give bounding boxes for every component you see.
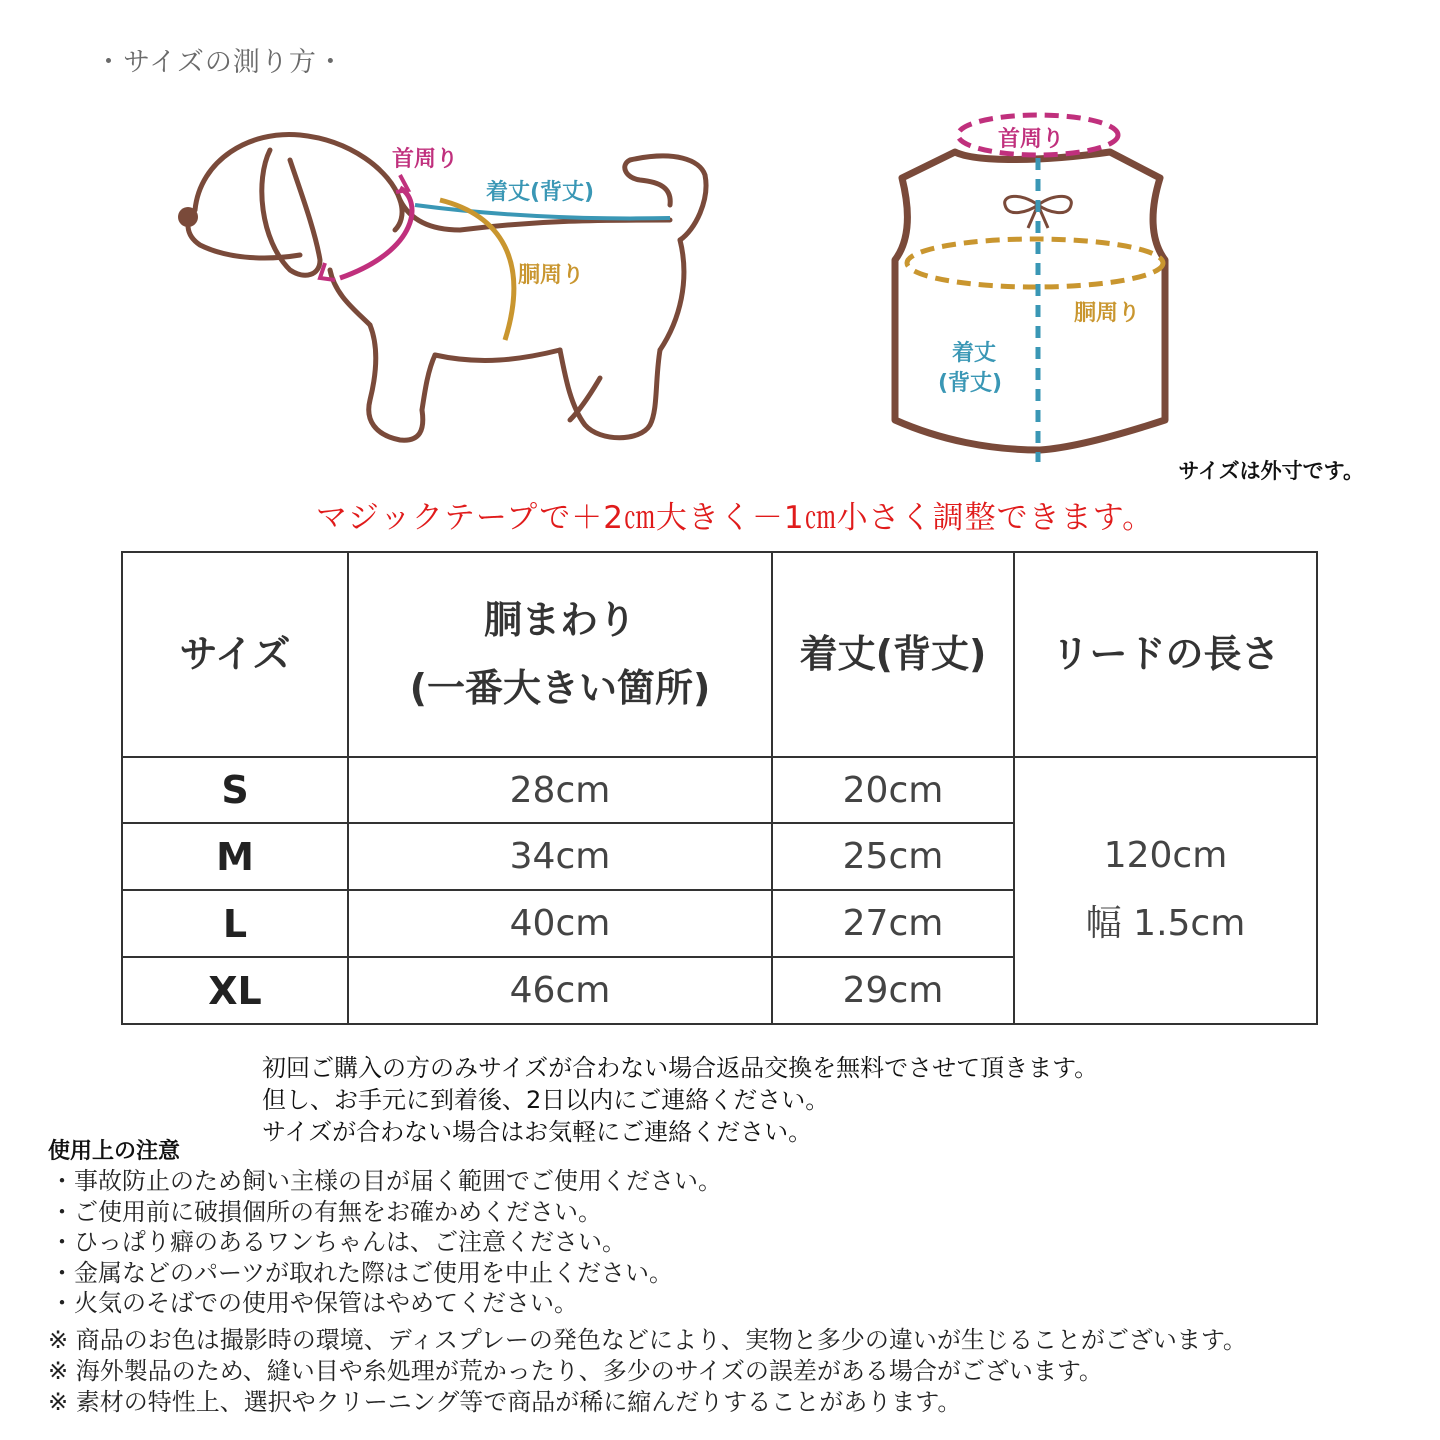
caution-item: ・ご使用前に破損個所の有無をお確かめください。 <box>50 1197 602 1226</box>
length-cell: 25cm <box>772 823 1014 890</box>
adjust-note: マジックテープで＋2㎝大きく－1㎝小さく調整できます。 <box>315 500 1155 536</box>
dog-length-label: 着丈(背丈) <box>486 180 595 205</box>
note-item: ※ 素材の特性上、選択やクリーニング等で商品が稀に縮んだりすることがあります。 <box>48 1388 962 1416</box>
size-cell: L <box>122 890 348 957</box>
dog-nose <box>178 207 198 227</box>
note-item: ※ 商品のお色は撮影時の環境、ディスプレーの発色などにより、実物と多少の違いが生じることがございます。 <box>48 1326 1247 1354</box>
returns-line: 但し、お手元に到着後、2日以内にご連絡ください。 <box>262 1086 830 1114</box>
header-leash: リードの長さ <box>1014 552 1317 757</box>
dog-outline <box>188 134 706 440</box>
returns-policy <box>262 1052 1098 1148</box>
table-header-row <box>122 552 1317 757</box>
dog-length-line <box>415 205 670 218</box>
returns-line: サイズが合わない場合はお気軽にご連絡ください。 <box>262 1118 813 1146</box>
vest-length-label-1: 着丈 <box>952 341 997 366</box>
header-length: 着丈(背丈) <box>772 552 1014 757</box>
size-cell: XL <box>122 957 348 1024</box>
dog-neck-label: 首周り <box>392 147 459 172</box>
leash-cell <box>1014 757 1317 1024</box>
chest-cell: 40cm <box>348 890 772 957</box>
chest-cell: 34cm <box>348 823 772 890</box>
caution-item: ・事故防止のため飼い主様の目が届く範囲でご使用ください。 <box>50 1167 722 1195</box>
caution-item: ・ひっぱり癖のあるワンちゃんは、ご注意ください。 <box>50 1228 626 1256</box>
leash-length: 120cm <box>1103 834 1228 876</box>
caution-item: ・火気のそばでの使用や保管はやめてください。 <box>50 1289 578 1317</box>
vest-chest-ellipse <box>907 239 1163 287</box>
outer-size-note: サイズは外寸です。 <box>1178 459 1364 483</box>
vest-neck-label: 首周り <box>998 127 1065 152</box>
caution-title: 使用上の注意 <box>48 1139 181 1164</box>
vest-length-label-2: (背丈) <box>938 371 1003 396</box>
header-size: サイズ <box>122 552 348 757</box>
returns-line: 初回ご購入の方のみサイズが合わない場合返品交換を無料でさせて頂きます。 <box>262 1054 1099 1082</box>
header-chest-line2: (一番大きい箇所) <box>409 666 711 711</box>
measure-heading: ・サイズの測り方・ <box>95 47 345 78</box>
vest-measure-illustration <box>880 100 1180 470</box>
dog-chest-line <box>440 200 514 340</box>
size-cell: M <box>122 823 348 890</box>
length-cell: 29cm <box>772 957 1014 1024</box>
caution-list <box>50 1166 722 1319</box>
caution-item: ・金属などのパーツが取れた際はご使用を中止ください。 <box>50 1258 674 1287</box>
table-row <box>122 757 1317 824</box>
size-table <box>121 551 1318 1025</box>
length-cell: 27cm <box>772 890 1014 957</box>
header-chest <box>348 552 772 757</box>
notes-list <box>48 1325 1247 1418</box>
chest-cell: 28cm <box>348 757 772 824</box>
note-item: ※ 海外製品のため、縫い目や糸処理が荒かったり、多少のサイズの誤差がある場合がございます。 <box>48 1357 1103 1385</box>
dog-chest-label: 胴周り <box>518 263 585 288</box>
leash-width: 幅 1.5cm <box>1085 903 1246 945</box>
vest-chest-label: 胴周り <box>1074 301 1141 326</box>
size-cell: S <box>122 757 348 824</box>
chest-cell: 46cm <box>348 957 772 1024</box>
length-cell: 20cm <box>772 757 1014 824</box>
header-chest-line1: 胴まわり <box>483 597 636 642</box>
